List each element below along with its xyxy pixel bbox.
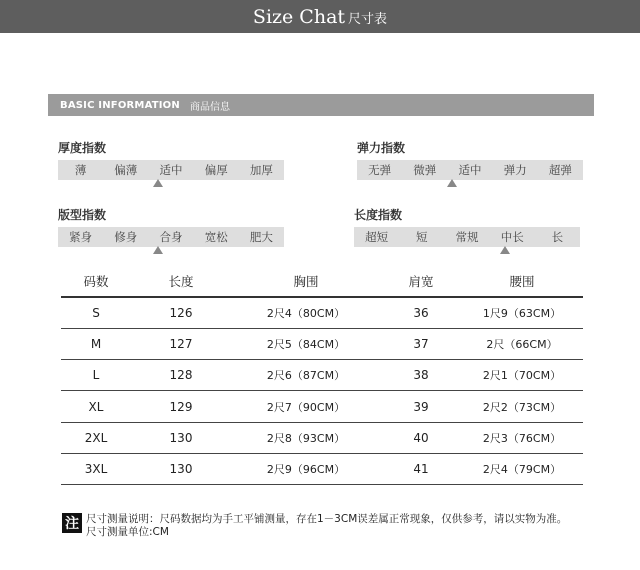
elasticity-index (357, 139, 583, 180)
cell-waist: 2尺（66CM） (461, 328, 583, 359)
table-row (61, 360, 583, 391)
length-option: 超短 (365, 230, 389, 244)
size-table (61, 266, 583, 485)
cell-length: 127 (131, 328, 231, 359)
fit-selected-marker (153, 246, 163, 254)
cell-waist: 2尺1（70CM） (461, 360, 583, 391)
elasticity-option: 微弹 (413, 163, 437, 177)
header-shoulder: 肩宽 (381, 266, 461, 297)
banner-title (253, 6, 387, 28)
thickness-option: 加厚 (249, 163, 273, 177)
cell-length: 129 (131, 391, 231, 422)
elasticity-option: 适中 (458, 163, 482, 177)
length-option: 长 (551, 230, 564, 244)
cell-size: XL (61, 391, 131, 422)
fit-option: 紧身 (69, 230, 93, 244)
cell-chest: 2尺5（84CM） (231, 328, 381, 359)
cell-length: 126 (131, 297, 231, 328)
cell-size: M (61, 328, 131, 359)
table-row (61, 297, 583, 328)
elasticity-option: 超弹 (548, 163, 572, 177)
cell-chest: 2尺7（90CM） (231, 391, 381, 422)
cell-shoulder: 37 (381, 328, 461, 359)
fit-option: 宽松 (204, 230, 228, 244)
header-chest: 胸围 (231, 266, 381, 297)
length-option: 常规 (455, 230, 479, 244)
measurement-note (62, 513, 567, 539)
cell-length: 130 (131, 422, 231, 453)
cell-size: L (61, 360, 131, 391)
note-line-1: 尺寸测量说明：尺码数据均为手工平铺测量，存在1－3CM误差属正常现象，仅供参考，请以实物为准。 (86, 513, 568, 525)
header-length: 长度 (131, 266, 231, 297)
cell-shoulder: 40 (381, 422, 461, 453)
section-title-en: BASIC INFORMATION (60, 99, 180, 111)
elasticity-index-title: 弹力指数 (357, 141, 406, 155)
length-option: 短 (416, 230, 428, 244)
elasticity-selected-marker (447, 179, 457, 187)
header-waist: 腰围 (461, 266, 583, 297)
top-banner (0, 0, 640, 33)
fit-option: 肥大 (249, 230, 273, 244)
cell-chest: 2尺8（93CM） (231, 422, 381, 453)
thickness-index-title: 厚度指数 (58, 141, 107, 155)
length-index (354, 206, 580, 247)
cell-size: 2XL (61, 422, 131, 453)
cell-waist: 2尺3（76CM） (461, 422, 583, 453)
thickness-options (58, 160, 284, 180)
fit-index-title: 版型指数 (58, 208, 107, 222)
section-title-zh: 商品信息 (189, 101, 230, 113)
note-mark: 注 (62, 513, 82, 533)
cell-chest: 2尺9（96CM） (231, 453, 381, 484)
fit-index (58, 206, 284, 247)
header-size: 码数 (61, 266, 131, 297)
cell-waist: 2尺4（79CM） (461, 453, 583, 484)
banner-title-zh: 尺寸表 (348, 11, 388, 27)
length-index-title: 长度指数 (354, 208, 403, 222)
cell-length: 130 (131, 453, 231, 484)
cell-length: 128 (131, 360, 231, 391)
table-row (61, 422, 583, 453)
note-text (86, 513, 567, 539)
table-row (61, 391, 583, 422)
thickness-option: 薄 (74, 163, 87, 177)
thickness-option: 偏厚 (204, 163, 228, 177)
section-header (48, 94, 594, 116)
cell-chest: 2尺6（87CM） (231, 360, 381, 391)
length-selected-marker (500, 246, 510, 254)
cell-shoulder: 39 (381, 391, 461, 422)
fit-option: 修身 (114, 230, 138, 244)
thickness-option: 适中 (159, 163, 183, 177)
cell-shoulder: 36 (381, 297, 461, 328)
banner-title-en: Size Chat (252, 5, 346, 28)
thickness-index (58, 139, 284, 180)
fit-options (58, 227, 284, 247)
table-row (61, 453, 583, 484)
elasticity-option: 无弹 (368, 163, 392, 177)
thickness-option: 偏薄 (114, 163, 138, 177)
length-option: 中长 (500, 230, 524, 244)
cell-waist: 2尺2（73CM） (461, 391, 583, 422)
cell-chest: 2尺4（80CM） (231, 297, 381, 328)
note-line-2: 尺寸测量单位:CM (86, 526, 169, 538)
cell-shoulder: 38 (381, 360, 461, 391)
cell-shoulder: 41 (381, 453, 461, 484)
cell-size: S (61, 297, 131, 328)
elasticity-option: 弹力 (503, 163, 527, 177)
table-row (61, 328, 583, 359)
elasticity-options (357, 160, 583, 180)
cell-waist: 1尺9（63CM） (461, 297, 583, 328)
cell-size: 3XL (61, 453, 131, 484)
length-options (354, 227, 580, 247)
fit-option: 合身 (159, 230, 183, 244)
thickness-selected-marker (153, 179, 163, 187)
table-header-row (61, 266, 583, 297)
